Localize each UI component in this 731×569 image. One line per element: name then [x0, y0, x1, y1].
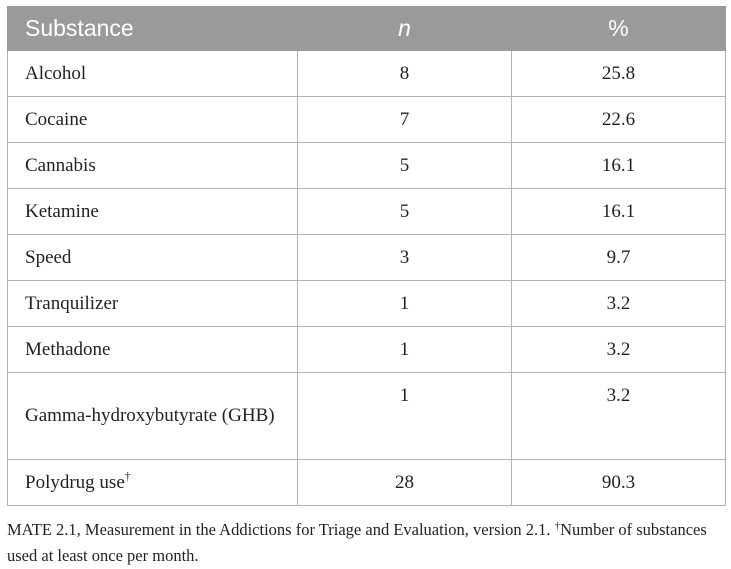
header-n [298, 7, 512, 51]
cell-percent: 16.1 [512, 143, 726, 189]
cell-percent: 25.8 [512, 51, 726, 97]
cell-substance: Cannabis [8, 143, 298, 189]
cell-substance: Tranquilizer [8, 281, 298, 327]
table-row [8, 327, 726, 373]
cell-substance: Gamma-hydroxybutyrate (GHB) [8, 373, 298, 460]
cell-n: 5 [298, 189, 512, 235]
header-n-label: n [398, 15, 411, 41]
substance-use-table [7, 6, 726, 506]
table-container [7, 6, 725, 569]
cell-substance: Speed [8, 235, 298, 281]
cell-substance [8, 460, 298, 506]
cell-substance-text: Polydrug use [25, 471, 125, 493]
cell-percent: 3.2 [512, 373, 726, 460]
cell-n: 1 [298, 327, 512, 373]
table-row [8, 143, 726, 189]
cell-percent: 90.3 [512, 460, 726, 506]
table-row [8, 189, 726, 235]
cell-percent: 3.2 [512, 281, 726, 327]
cell-n: 3 [298, 235, 512, 281]
table-footnote [7, 517, 725, 569]
table-row [8, 97, 726, 143]
cell-substance: Ketamine [8, 189, 298, 235]
cell-percent: 3.2 [512, 327, 726, 373]
cell-percent: 16.1 [512, 189, 726, 235]
table-row [8, 51, 726, 97]
table-row [8, 373, 726, 460]
footnote-text: MATE 2.1, Measurement in the Addictions for Triage and Evaluation, version 2.1. [7, 520, 551, 539]
table-row [8, 281, 726, 327]
dagger-marker: † [124, 468, 131, 483]
cell-substance: Methadone [8, 327, 298, 373]
footnote-marker: † [554, 520, 561, 532]
cell-n: 1 [298, 373, 512, 460]
table-row [8, 460, 726, 506]
cell-percent: 22.6 [512, 97, 726, 143]
cell-n: 1 [298, 281, 512, 327]
footnote-text-2: Number of substances used at least once per month. [7, 520, 707, 565]
cell-n: 5 [298, 143, 512, 189]
cell-n: 28 [298, 460, 512, 506]
header-substance: Substance [8, 7, 298, 51]
cell-n: 7 [298, 97, 512, 143]
cell-percent: 9.7 [512, 235, 726, 281]
table-row [8, 235, 726, 281]
cell-substance: Cocaine [8, 97, 298, 143]
cell-substance: Alcohol [8, 51, 298, 97]
header-percent: % [512, 7, 726, 51]
header-row [8, 7, 726, 51]
cell-n: 8 [298, 51, 512, 97]
